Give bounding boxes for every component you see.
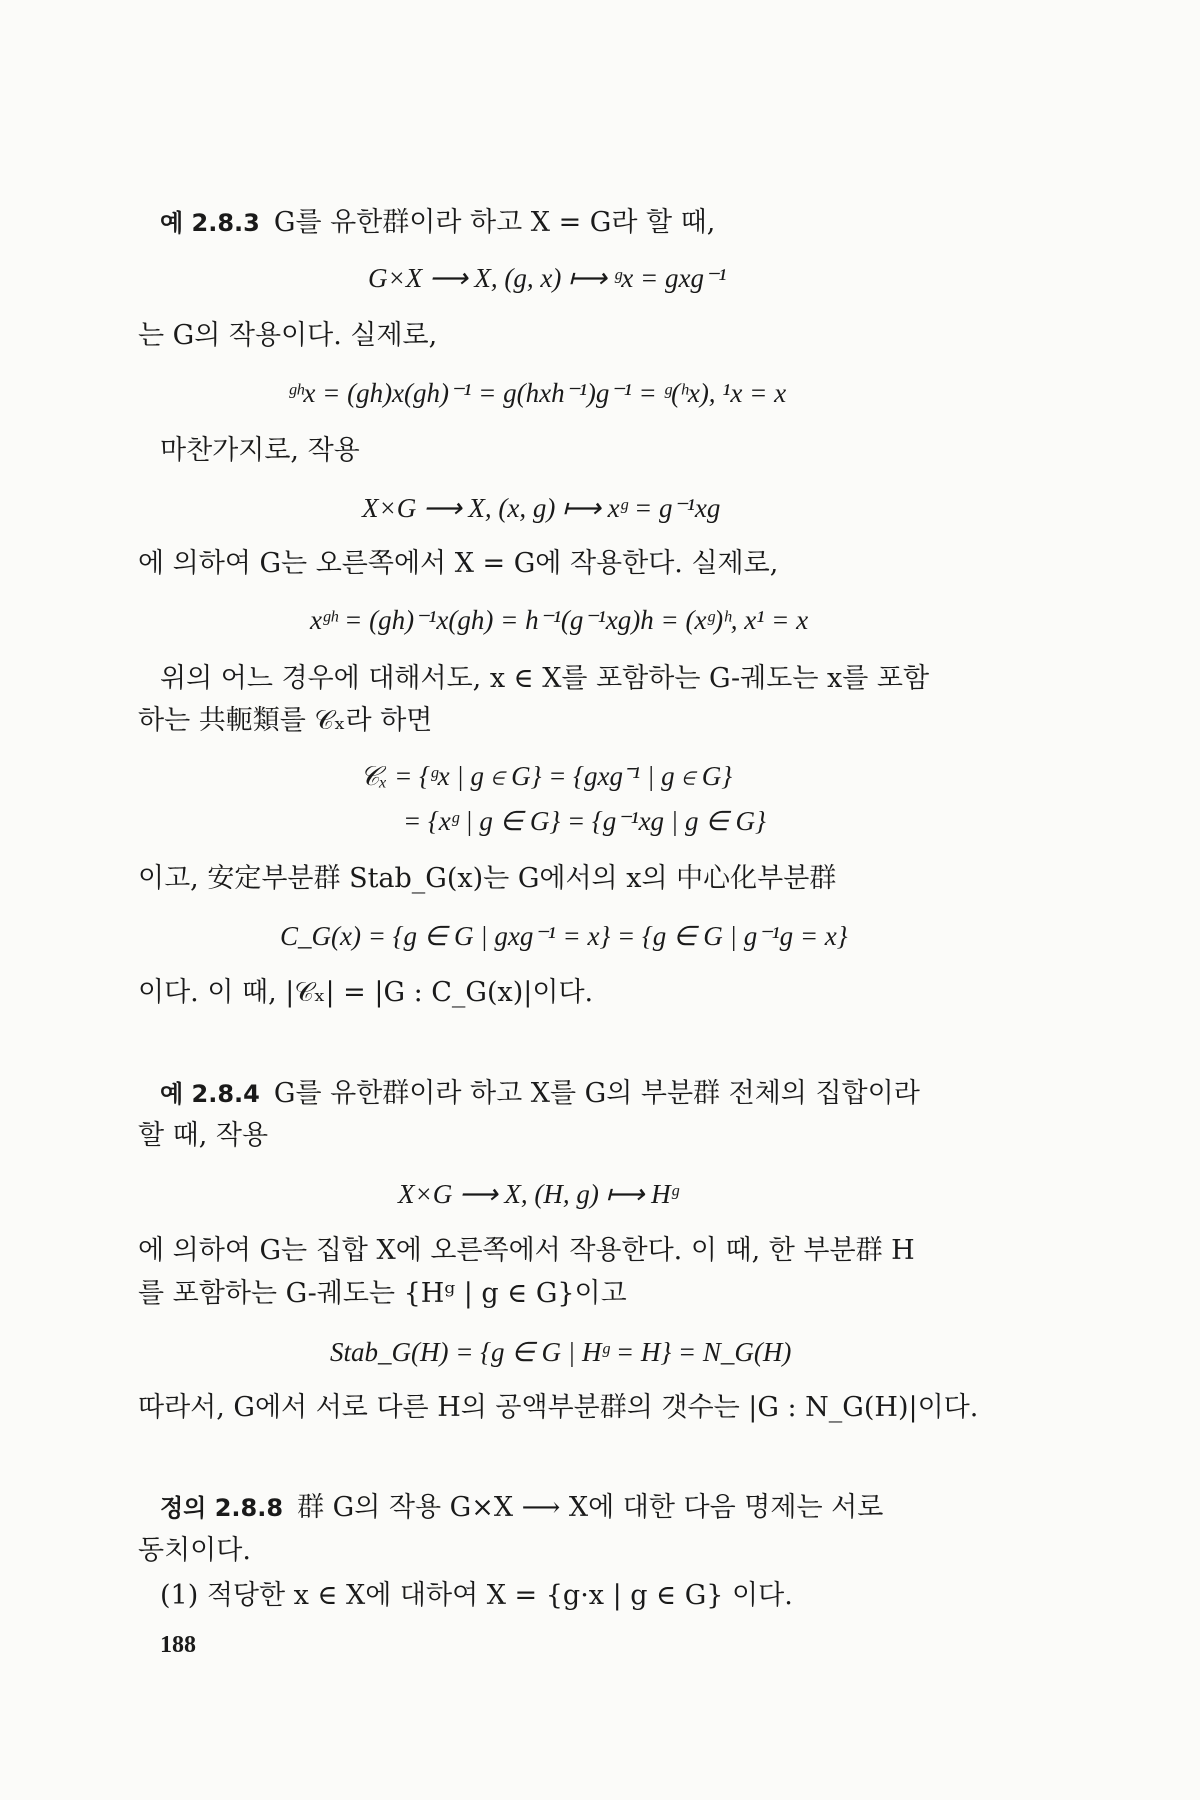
example-label: 예 2.8.3 [160,209,260,237]
paragraph: 따라서, G에서 서로 다른 H의 공액부분群의 갯수는 |G : N_G(H)|이다. [138,1392,979,1423]
list-item: (1) 적당한 x ∈ X에 대하여 X = {g·x | g ∈ G} 이다. [160,1580,793,1611]
definition-text: 群 G의 작용 G×X ⟶ X에 대한 다음 명제는 서로 [297,1492,884,1523]
definition-label: 정의 2.8.8 [160,1494,284,1522]
definition-2-8-8-heading [160,1490,883,1526]
equation: X×G ⟶ X, (x, g) ⟼ xᵍ = g⁻¹xg [362,493,721,523]
paragraph: 에 의하여 G는 오른쪽에서 X = G에 작용한다. 실제로, [138,548,779,579]
example-2-8-3-heading [160,205,715,241]
page-number: 188 [160,1632,196,1658]
paragraph: 마찬가지로, 작용 [160,435,360,466]
paragraph: 위의 어느 경우에 대해서도, x ∈ X를 포함하는 G-궤도는 x를 포함 [160,663,930,694]
paragraph: 를 포함하는 G-궤도는 {Hᵍ | g ∈ G}이고 [138,1278,627,1309]
paragraph: 이고, 安定부분群 Stab_G(x)는 G에서의 x의 中心化부분群 [138,863,837,894]
equation: X×G ⟶ X, (H, g) ⟼ Hᵍ [398,1179,679,1209]
equation: = {xᵍ | g ∈ G} = {g⁻¹xg | g ∈ G} [403,806,766,836]
equation: C_G(x) = {g ∈ G | gxg⁻¹ = x} = {g ∈ G | g⁻¹g = x} [280,921,848,951]
paragraph: 동치이다. [138,1535,251,1566]
equation: Stab_G(H) = {g ∈ G | Hᵍ = H} = N_G(H) [330,1337,792,1367]
example-label: 예 2.8.4 [160,1080,260,1108]
paragraph: 이다. 이 때, |𝒞ₓ| = |G : C_G(x)|이다. [138,977,594,1008]
example-2-8-4-heading [160,1076,920,1112]
equation: G×X ⟶ X, (g, x) ⟼ ᵍx = gxg⁻¹ [368,263,727,293]
paragraph: 에 의하여 G는 집합 X에 오른쪽에서 작용한다. 이 때, 한 부분群 H [138,1235,915,1266]
paragraph: 하는 共軛類를 𝒞ₓ라 하면 [138,705,433,736]
paragraph: 할 때, 작용 [138,1120,269,1151]
equation: 𝒞ₓ = {ᵍx | g ∈ G} = {gxg⁻¹ | g ∈ G} [360,761,733,791]
paragraph: 는 G의 작용이다. 실제로, [138,320,438,351]
example-intro: G를 유한群이라 하고 X = G라 할 때, [273,207,716,238]
equation: xᵍʰ = (gh)⁻¹x(gh) = h⁻¹(g⁻¹xg)h = (xᵍ)ʰ, x¹ = x [310,605,809,635]
example-intro: G를 유한群이라 하고 X를 G의 부분群 전체의 집합이라 [273,1078,920,1109]
equation: ᵍʰx = (gh)x(gh)⁻¹ = g(hxh⁻¹)g⁻¹ = ᵍ(ʰx), ¹x = x [288,378,787,408]
